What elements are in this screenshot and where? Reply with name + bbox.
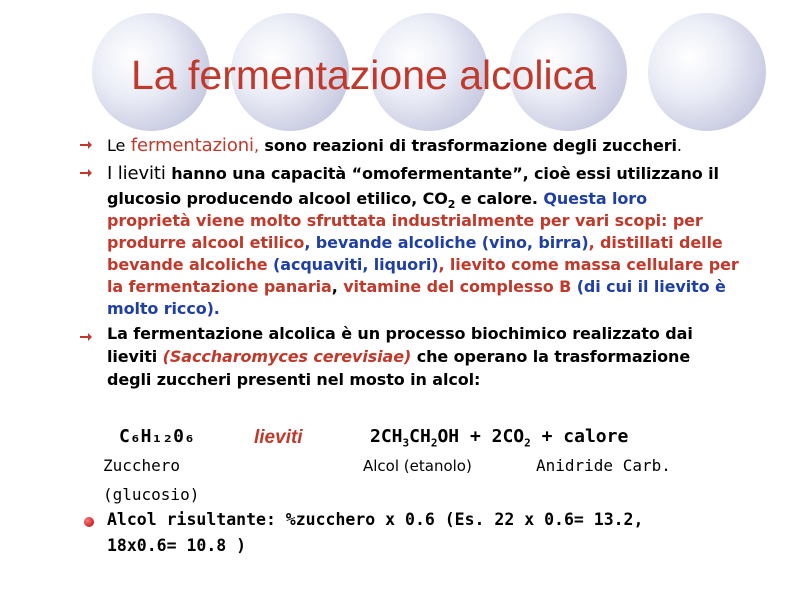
- paragraph-lieviti-line1: I lieviti hanno una capacità “omofermentante”, cioè essi utilizzano il: [107, 163, 719, 184]
- co2-label: Anidride Carb.: [536, 456, 671, 475]
- paragraph-processo-line2: lieviti (Saccharomyces cerevisiae) che operano la trasformazione: [107, 347, 691, 366]
- result-line1: Alcol risultante: %zucchero x 0.6 (Es. 22 x 0.6= 13.2,: [107, 510, 644, 529]
- catalyst-label: lieviti: [254, 427, 303, 448]
- reactant-label: Zucchero: [103, 456, 181, 475]
- paragraph-processo-line1: La fermentazione alcolica è un processo biochimico realizzato dai: [107, 324, 693, 343]
- arrow-bullet-icon: [80, 140, 92, 150]
- product-formula: $2CH_3CH_2OH + 2CO_2$ + calore: [370, 426, 629, 450]
- paragraph-lieviti-line5: bevande alcoliche (acquaviti, liquori), lievito come massa cellulare per: [107, 255, 739, 274]
- paragraph-processo-line3: degli zuccheri presenti nel mosto in alcol:: [107, 370, 481, 389]
- paragraph-lieviti-line6: la fermentazione panaria, vitamine del complesso B (di cui il lievito è: [107, 277, 726, 296]
- arrow-bullet-icon: [80, 332, 92, 342]
- ball-bullet-icon: [84, 517, 94, 527]
- result-line2: 18x0.6= 10.8 ): [107, 536, 247, 555]
- paragraph-lieviti-line4: produrre alcool etilico, bevande alcoliche (vino, birra), distillati delle: [107, 233, 723, 252]
- alcohol-label: Alcol (etanolo): [363, 457, 472, 475]
- slide-title: La fermentazione alcolica: [131, 52, 596, 98]
- paragraph-lieviti-line7: molto ricco).: [107, 299, 220, 318]
- arrow-bullet-icon: [80, 168, 92, 178]
- paragraph-lieviti-line3: proprietà viene molto sfruttata industrialmente per vari scopi: per: [107, 211, 703, 230]
- reactant-formula: C₆H₁₂0₆: [119, 426, 195, 447]
- reactant-label-2: (glucosio): [103, 485, 200, 504]
- paragraph-lieviti-line2: glucosio producendo alcool etilico, $CO_2$ e calore. Questa loro: [107, 189, 647, 212]
- decorative-circle-icon: [648, 13, 766, 131]
- paragraph-fermentazioni: Le fermentazioni, sono reazioni di trasformazione degli zuccheri.: [107, 135, 682, 156]
